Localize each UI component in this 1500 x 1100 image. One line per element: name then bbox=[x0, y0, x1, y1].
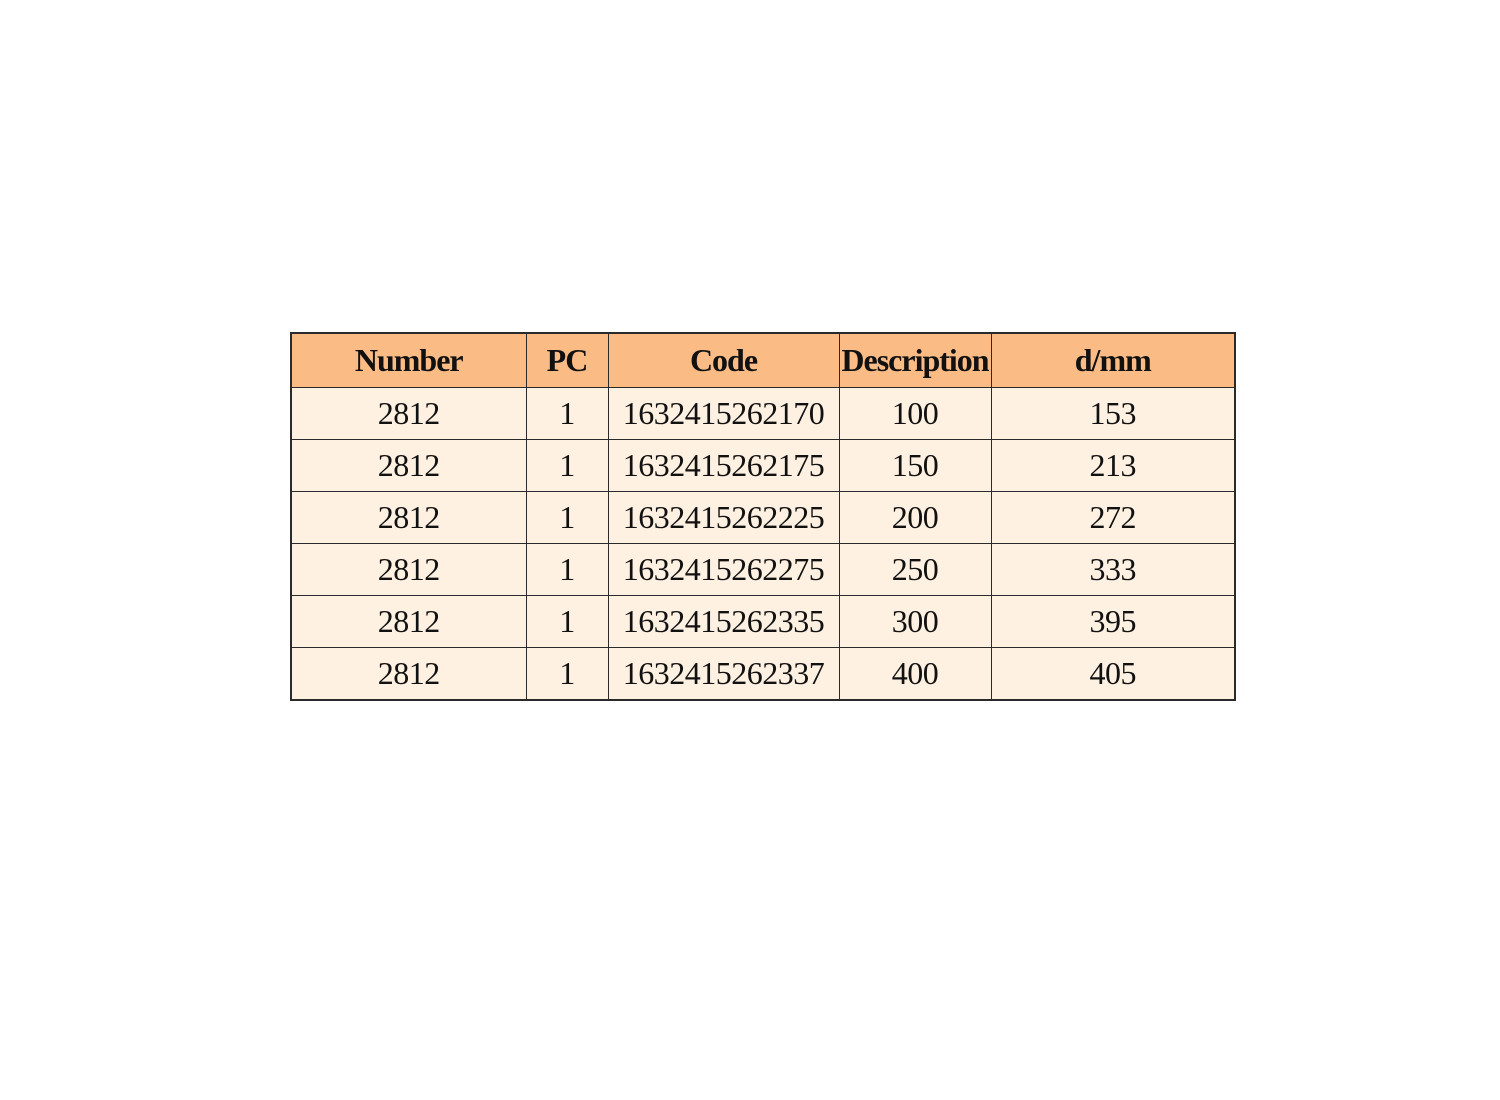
cell-pc: 1 bbox=[526, 440, 608, 492]
cell-pc: 1 bbox=[526, 388, 608, 440]
cell-description: 100 bbox=[839, 388, 991, 440]
cell-pc: 1 bbox=[526, 648, 608, 701]
cell-code: 1632415262275 bbox=[608, 544, 839, 596]
cell-d-mm: 213 bbox=[991, 440, 1235, 492]
cell-d-mm: 395 bbox=[991, 596, 1235, 648]
cell-description: 250 bbox=[839, 544, 991, 596]
cell-d-mm: 272 bbox=[991, 492, 1235, 544]
cell-description: 150 bbox=[839, 440, 991, 492]
table-body bbox=[291, 388, 1235, 701]
spec-table bbox=[290, 332, 1236, 701]
cell-number: 2812 bbox=[291, 388, 526, 440]
cell-code: 1632415262337 bbox=[608, 648, 839, 701]
table-header bbox=[291, 333, 1235, 388]
cell-code: 1632415262225 bbox=[608, 492, 839, 544]
cell-code: 1632415262175 bbox=[608, 440, 839, 492]
column-header-pc: PC bbox=[526, 333, 608, 388]
cell-description: 400 bbox=[839, 648, 991, 701]
table-row bbox=[291, 648, 1235, 701]
cell-d-mm: 153 bbox=[991, 388, 1235, 440]
cell-number: 2812 bbox=[291, 648, 526, 701]
cell-number: 2812 bbox=[291, 596, 526, 648]
cell-description: 300 bbox=[839, 596, 991, 648]
cell-pc: 1 bbox=[526, 596, 608, 648]
cell-pc: 1 bbox=[526, 544, 608, 596]
cell-number: 2812 bbox=[291, 440, 526, 492]
cell-d-mm: 333 bbox=[991, 544, 1235, 596]
table-row bbox=[291, 440, 1235, 492]
cell-code: 1632415262170 bbox=[608, 388, 839, 440]
column-header-number: Number bbox=[291, 333, 526, 388]
table-row bbox=[291, 388, 1235, 440]
column-header-d-mm: d/mm bbox=[991, 333, 1235, 388]
table-row bbox=[291, 492, 1235, 544]
cell-code: 1632415262335 bbox=[608, 596, 839, 648]
table-row bbox=[291, 596, 1235, 648]
header-row bbox=[291, 333, 1235, 388]
column-header-description: Description bbox=[839, 333, 991, 388]
table-row bbox=[291, 544, 1235, 596]
column-header-code: Code bbox=[608, 333, 839, 388]
cell-number: 2812 bbox=[291, 544, 526, 596]
cell-d-mm: 405 bbox=[991, 648, 1235, 701]
cell-description: 200 bbox=[839, 492, 991, 544]
cell-pc: 1 bbox=[526, 492, 608, 544]
cell-number: 2812 bbox=[291, 492, 526, 544]
